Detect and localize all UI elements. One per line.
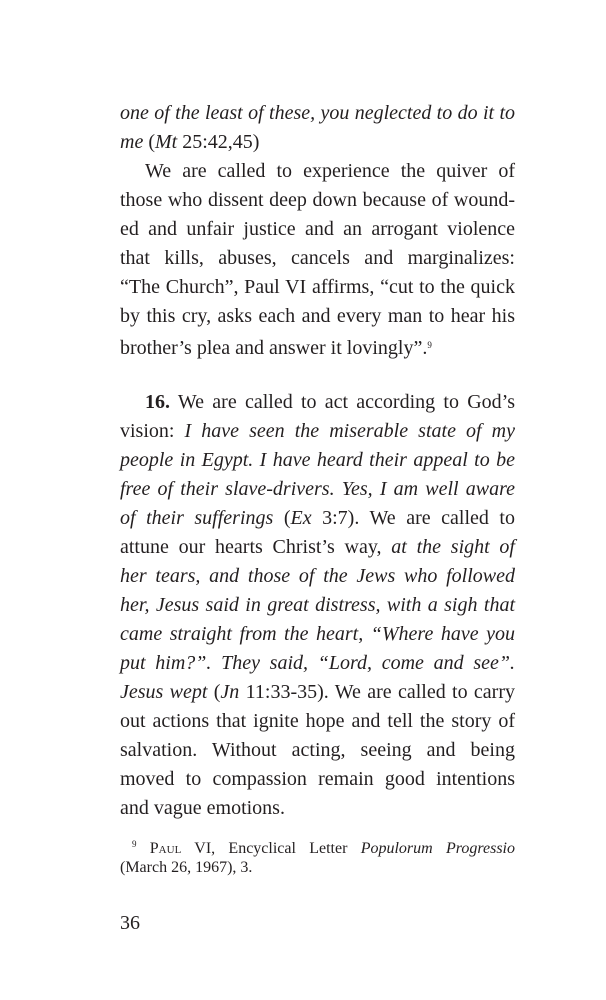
footnote-marker: 9 [132, 839, 137, 849]
text-segment: salvation. Without acting, seeing and being [120, 739, 515, 761]
text-line [120, 707, 515, 736]
text-line [120, 157, 515, 186]
text-line [120, 620, 515, 649]
text-line [120, 856, 515, 879]
text-line [120, 736, 515, 765]
text-segment: of their sufferings [120, 507, 274, 529]
text-segment: VI, Encyclical Letter [181, 840, 361, 857]
text-line [120, 504, 515, 533]
text-segment: “The Church”, Paul VI affirms, “cut to the quick [120, 276, 515, 298]
text-line [120, 99, 515, 128]
text-segment: attune our hearts Christ’s way, [120, 536, 392, 558]
text-segment: Jn [220, 681, 240, 703]
text-segment: Jesus wept [120, 681, 208, 703]
text-line [120, 475, 515, 504]
text-segment: 16. [145, 391, 170, 413]
text-line [120, 215, 515, 244]
text-line [120, 186, 515, 215]
footnote-9 [120, 833, 515, 879]
text-segment: vision: [120, 420, 185, 442]
text-segment: Ex [290, 507, 312, 529]
text-line [120, 765, 515, 794]
text-line [120, 649, 515, 678]
text-line [120, 833, 515, 856]
page-number: 36 [120, 912, 140, 934]
text-line [120, 388, 515, 417]
text-segment: me [120, 131, 144, 153]
paragraph-quote-continuation [120, 99, 515, 157]
text-line [120, 417, 515, 446]
text-segment: Populorum Progressio [360, 840, 515, 857]
text-line [120, 273, 515, 302]
text-line [120, 128, 515, 157]
text-segment: 11:33-35). We are called to carry [239, 681, 515, 703]
text-segment: (March 26, 1967), 3. [120, 859, 253, 876]
paragraph-quiver [120, 157, 515, 360]
text-segment: her, Jesus said in great distress, with a sigh that [120, 594, 515, 616]
text-line [120, 244, 515, 273]
text-segment: at the sight of [391, 536, 515, 558]
text-line [120, 794, 515, 823]
text-segment: those who dissent deep down because of wound- [120, 189, 515, 211]
text-segment [137, 840, 150, 857]
text-segment: ed and unfair justice and an arrogant violence [120, 218, 515, 240]
text-segment: I have seen the miserable state of my [184, 420, 515, 442]
text-segment: free of their slave-drivers. Yes, I am well aware [120, 478, 515, 500]
text-segment: her tears, and those of the Jews who followed [120, 565, 515, 587]
text-segment: out actions that ignite hope and tell the story of [120, 710, 515, 732]
text-segment: ( [207, 681, 221, 703]
text-segment: that kills, abuses, cancels and marginalizes: [120, 247, 515, 269]
text-segment: 3:7). We are called to [311, 507, 515, 529]
text-segment: We are called to experience the quiver of [145, 160, 515, 182]
text-line [120, 591, 515, 620]
text-segment: ( [143, 131, 155, 153]
text-segment: by this cry, asks each and every man to hear his [120, 305, 515, 327]
text-segment: people in Egypt. I have heard their appeal to be [120, 449, 515, 471]
text-line [120, 331, 515, 360]
text-line [120, 446, 515, 475]
text-line [120, 533, 515, 562]
text-segment: moved to compassion remain good intentions [120, 768, 515, 790]
text-segment: Paul [149, 840, 182, 857]
text-segment: one of the least of these, you neglected to do it to [120, 102, 515, 124]
paragraph-16 [120, 388, 515, 823]
text-segment: and vague emotions. [120, 797, 285, 819]
text-line [120, 562, 515, 591]
footnote-marker: 9 [427, 340, 432, 350]
text-line [120, 302, 515, 331]
text-segment: brother’s plea and answer it lovingly”. [120, 337, 428, 359]
text-segment: We are called to act according to God’s [170, 391, 515, 413]
text-line [120, 678, 515, 707]
text-segment: Mt [155, 131, 178, 153]
text-segment: put him?”. They said, “Lord, come and see”. [120, 652, 515, 674]
text-segment: ( [273, 507, 291, 529]
text-segment: came straight from the heart, “Where have you [120, 623, 515, 645]
text-segment: 25:42,45) [177, 131, 260, 153]
